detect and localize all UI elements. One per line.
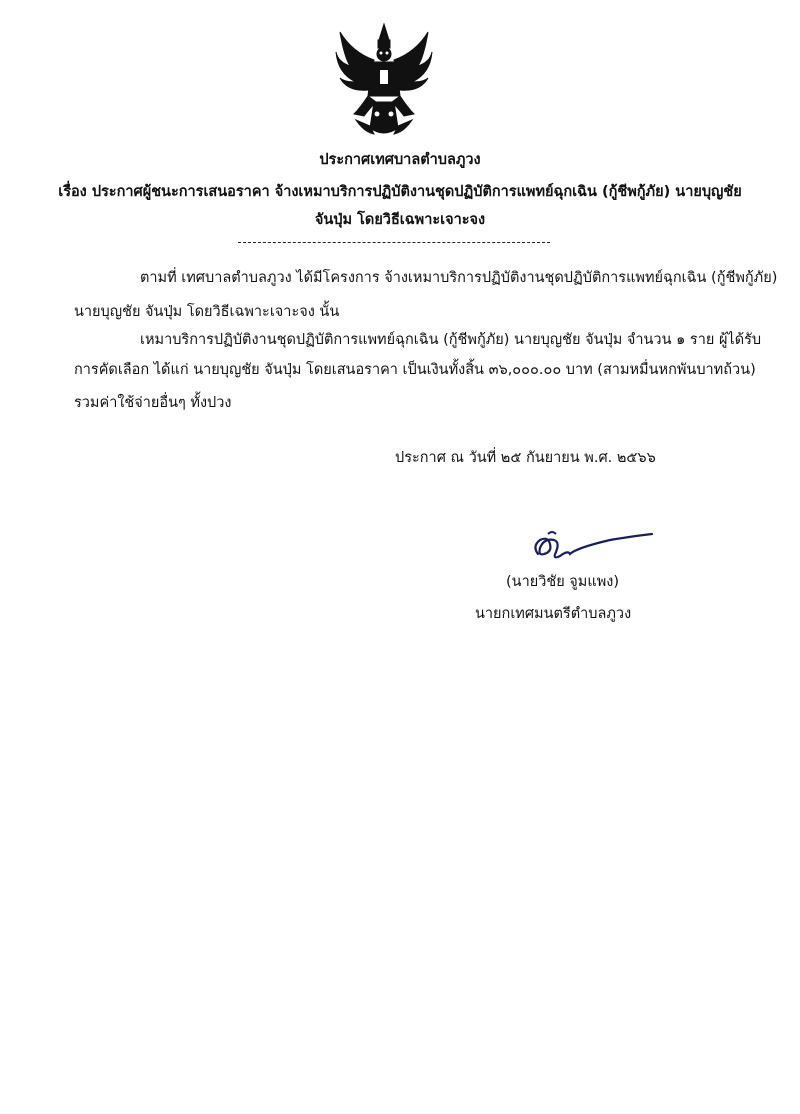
body-para2-line1: เหมาบริการปฏิบัติงานชุดปฏิบัติการแพทย์ฉุกเฉิน (กู้ชีพกู้ภัย) นายบุญชัย จันปุ่ม จำนวน ๑ ราย ผู้ได้รับ (140, 332, 762, 348)
separator-line (238, 242, 550, 243)
handwritten-signature (530, 528, 655, 566)
announcement-date: ประกาศ ณ วันที่ ๒๕ กันยายน พ.ศ. ๒๕๖๖ (395, 450, 656, 466)
body-para1-line1: ตามที่ เทศบาลตำบลภูวง ได้มีโครงการ จ้างเหมาบริการปฏิบัติงานชุดปฏิบัติการแพทย์ฉุกเฉิน (กู้ชีพกู้ภัย) (140, 270, 778, 286)
page-title: ประกาศเทศบาลตำบลภูวง (319, 152, 481, 168)
signatory-name: (นายวิชัย จูมแพง) (506, 574, 619, 590)
body-para1-line2: นายบุญชัย จันปุ่ม โดยวิธีเฉพาะเจาะจง นั้น (74, 304, 340, 320)
garuda-emblem-icon (334, 22, 434, 140)
body-para2-line2: การคัดเลือก ได้แก่ นายบุญชัย จันปุ่ม โดยเสนอราคา เป็นเงินทั้งสิ้น ๓๖,๐๐๐.๐๐ บาท (สามหมื่นหกพันบาทถ้วน) (74, 362, 756, 378)
signatory-position: นายกเทศมนตรีตำบลภูวง (475, 606, 632, 622)
subject-line-2: จันปุ่ม โดยวิธีเฉพาะเจาะจง (314, 212, 486, 228)
subject-line-1: เรื่อง ประกาศผู้ชนะการเสนอราคา จ้างเหมาบริการปฏิบัติงานชุดปฏิบัติการแพทย์ฉุกเฉิน (กู้ชีพกู้ภัย) นายบุญชัย (58, 184, 742, 200)
body-para2-line3: รวมค่าใช้จ่ายอื่นๆ ทั้งปวง (74, 395, 232, 411)
